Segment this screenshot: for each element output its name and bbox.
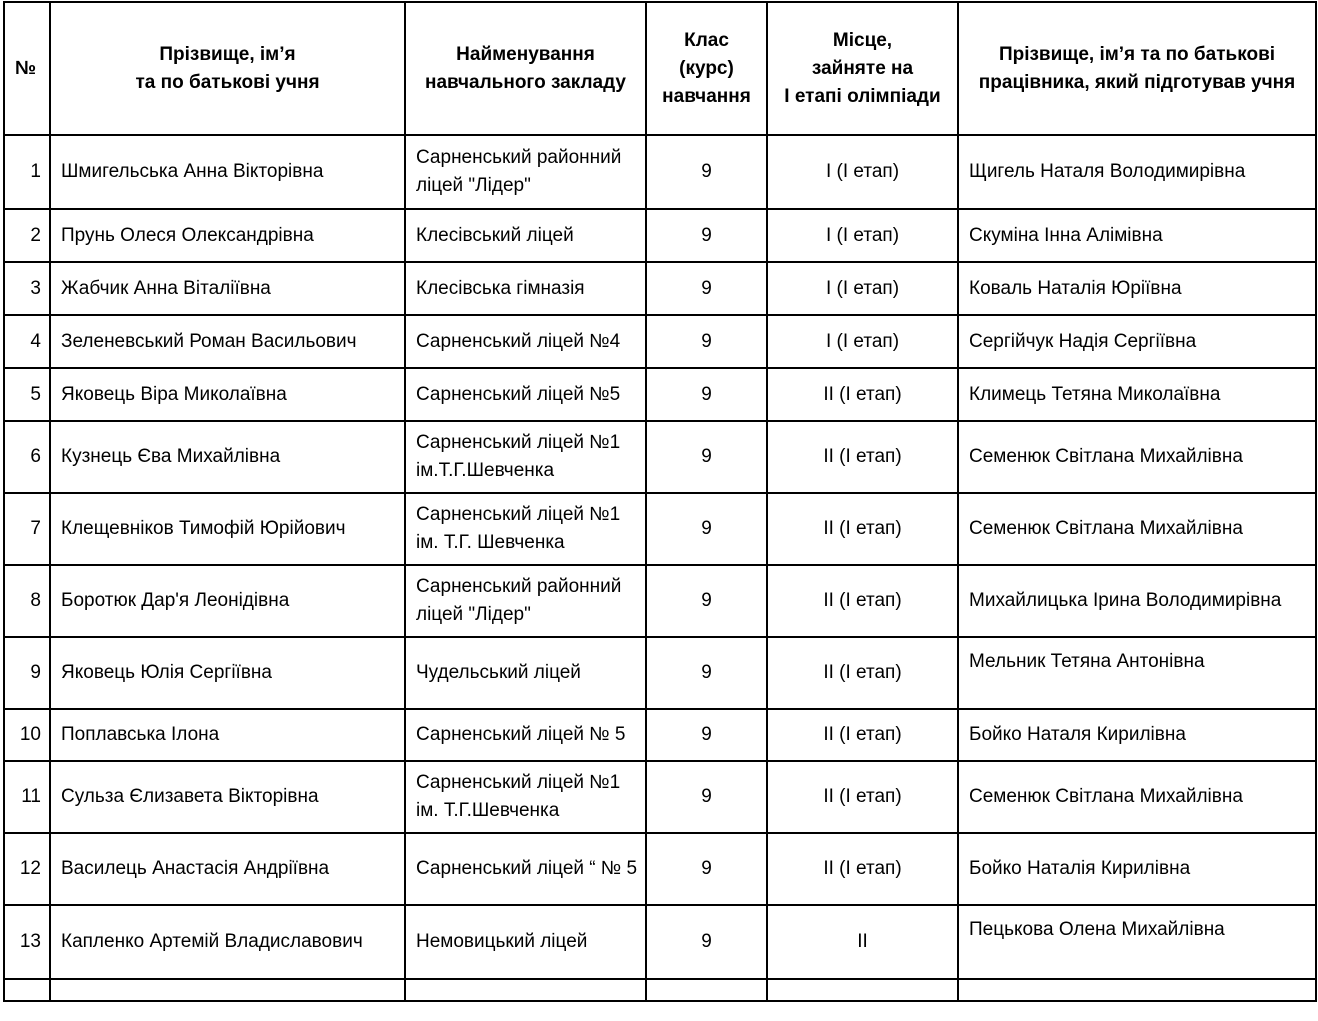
teacher-name: Пецькова Олена Михайлівна — [958, 905, 1316, 979]
empty-cell — [4, 979, 50, 1001]
row-number: 13 — [4, 905, 50, 979]
student-name: Василець Анастасія Андріївна — [50, 833, 405, 905]
student-name: Яковець Віра Миколаївна — [50, 368, 405, 421]
teacher-name: Климець Тетяна Миколаївна — [958, 368, 1316, 421]
school-name: Клесівський ліцей — [405, 209, 646, 262]
table-row — [4, 421, 1316, 493]
grade: 9 — [646, 637, 767, 709]
place: ІІ (І етап) — [767, 368, 958, 421]
header-student: Прізвище, ім’я та по батькові учня — [50, 2, 405, 135]
row-number: 6 — [4, 421, 50, 493]
school-name: Сарненський ліцей № 5 — [405, 709, 646, 761]
grade: 9 — [646, 709, 767, 761]
table-row — [4, 905, 1316, 979]
grade: 9 — [646, 262, 767, 315]
teacher-name: Сергійчук Надія Сергіївна — [958, 315, 1316, 368]
row-number: 7 — [4, 493, 50, 565]
table-row — [4, 368, 1316, 421]
row-number: 5 — [4, 368, 50, 421]
table-row — [4, 565, 1316, 637]
table-row — [4, 637, 1316, 709]
student-name: Поплавська Ілона — [50, 709, 405, 761]
school-name: Сарненський ліцей “ № 5 — [405, 833, 646, 905]
place: ІІ (І етап) — [767, 421, 958, 493]
school-name: Сарненський ліцей №1 ім. Т.Г.Шевченка — [405, 761, 646, 833]
place: І (І етап) — [767, 262, 958, 315]
row-number: 3 — [4, 262, 50, 315]
header-teacher: Прізвище, ім’я та по батькові працівника, який підготував учня — [958, 2, 1316, 135]
row-number: 2 — [4, 209, 50, 262]
grade: 9 — [646, 493, 767, 565]
teacher-name: Коваль Наталія Юріївна — [958, 262, 1316, 315]
table-row-partial — [4, 979, 1316, 1001]
row-number: 12 — [4, 833, 50, 905]
grade: 9 — [646, 135, 767, 209]
place: І (І етап) — [767, 209, 958, 262]
grade: 9 — [646, 315, 767, 368]
empty-cell — [958, 979, 1316, 1001]
place: І (І етап) — [767, 315, 958, 368]
teacher-name: Семенюк Світлана Михайлівна — [958, 493, 1316, 565]
student-name: Боротюк Дар'я Леонідівна — [50, 565, 405, 637]
place: ІІ (І етап) — [767, 565, 958, 637]
school-name: Сарненський ліцей №4 — [405, 315, 646, 368]
table-row — [4, 135, 1316, 209]
teacher-name: Бойко Наталя Кирилівна — [958, 709, 1316, 761]
olympiad-results-table — [3, 1, 1317, 1002]
row-number: 10 — [4, 709, 50, 761]
teacher-name: Бойко Наталія Кирилівна — [958, 833, 1316, 905]
table-header-row — [4, 2, 1316, 135]
teacher-name: Мельник Тетяна Антонівна — [958, 637, 1316, 709]
student-name: Сульза Єлизавета Вікторівна — [50, 761, 405, 833]
header-school: Найменування навчального закладу — [405, 2, 646, 135]
school-name: Клесівська гімназія — [405, 262, 646, 315]
student-name: Яковець Юлія Сергіївна — [50, 637, 405, 709]
place: ІІ (І етап) — [767, 493, 958, 565]
grade: 9 — [646, 209, 767, 262]
student-name: Капленко Артемій Владиславович — [50, 905, 405, 979]
grade: 9 — [646, 368, 767, 421]
school-name: Сарненський районний ліцей "Лідер" — [405, 565, 646, 637]
teacher-name: Семенюк Світлана Михайлівна — [958, 761, 1316, 833]
student-name: Жабчик Анна Віталіївна — [50, 262, 405, 315]
table-row — [4, 493, 1316, 565]
table-row — [4, 209, 1316, 262]
empty-cell — [767, 979, 958, 1001]
place: І (І етап) — [767, 135, 958, 209]
school-name: Немовицький ліцей — [405, 905, 646, 979]
row-number: 9 — [4, 637, 50, 709]
teacher-name: Скуміна Інна Алімівна — [958, 209, 1316, 262]
grade: 9 — [646, 905, 767, 979]
empty-cell — [405, 979, 646, 1001]
header-grade: Клас (курс) навчання — [646, 2, 767, 135]
place: ІІ — [767, 905, 958, 979]
teacher-name: Щигель Наталя Володимирівна — [958, 135, 1316, 209]
row-number: 4 — [4, 315, 50, 368]
row-number: 8 — [4, 565, 50, 637]
student-name: Кузнець Єва Михайлівна — [50, 421, 405, 493]
grade: 9 — [646, 565, 767, 637]
school-name: Чудельський ліцей — [405, 637, 646, 709]
teacher-name: Семенюк Світлана Михайлівна — [958, 421, 1316, 493]
school-name: Сарненський районний ліцей "Лідер" — [405, 135, 646, 209]
row-number: 1 — [4, 135, 50, 209]
table-row — [4, 833, 1316, 905]
row-number: 11 — [4, 761, 50, 833]
school-name: Сарненський ліцей №1 ім. Т.Г. Шевченка — [405, 493, 646, 565]
student-name: Шмигельська Анна Вікторівна — [50, 135, 405, 209]
empty-cell — [50, 979, 405, 1001]
school-name: Сарненський ліцей №5 — [405, 368, 646, 421]
school-name: Сарненський ліцей №1 ім.Т.Г.Шевченка — [405, 421, 646, 493]
grade: 9 — [646, 833, 767, 905]
grade: 9 — [646, 761, 767, 833]
table-row — [4, 761, 1316, 833]
place: ІІ (І етап) — [767, 709, 958, 761]
place: ІІ (І етап) — [767, 761, 958, 833]
table-row — [4, 709, 1316, 761]
header-number: № — [4, 2, 50, 135]
student-name: Зеленевський Роман Васильович — [50, 315, 405, 368]
empty-cell — [646, 979, 767, 1001]
place: ІІ (І етап) — [767, 833, 958, 905]
place: ІІ (І етап) — [767, 637, 958, 709]
table-row — [4, 262, 1316, 315]
teacher-name: Михайлицька Ірина Володимирівна — [958, 565, 1316, 637]
student-name: Клещевніков Тимофій Юрійович — [50, 493, 405, 565]
student-name: Прунь Олеся Олександрівна — [50, 209, 405, 262]
header-place: Місце, зайняте на І етапі олімпіади — [767, 2, 958, 135]
grade: 9 — [646, 421, 767, 493]
table-row — [4, 315, 1316, 368]
